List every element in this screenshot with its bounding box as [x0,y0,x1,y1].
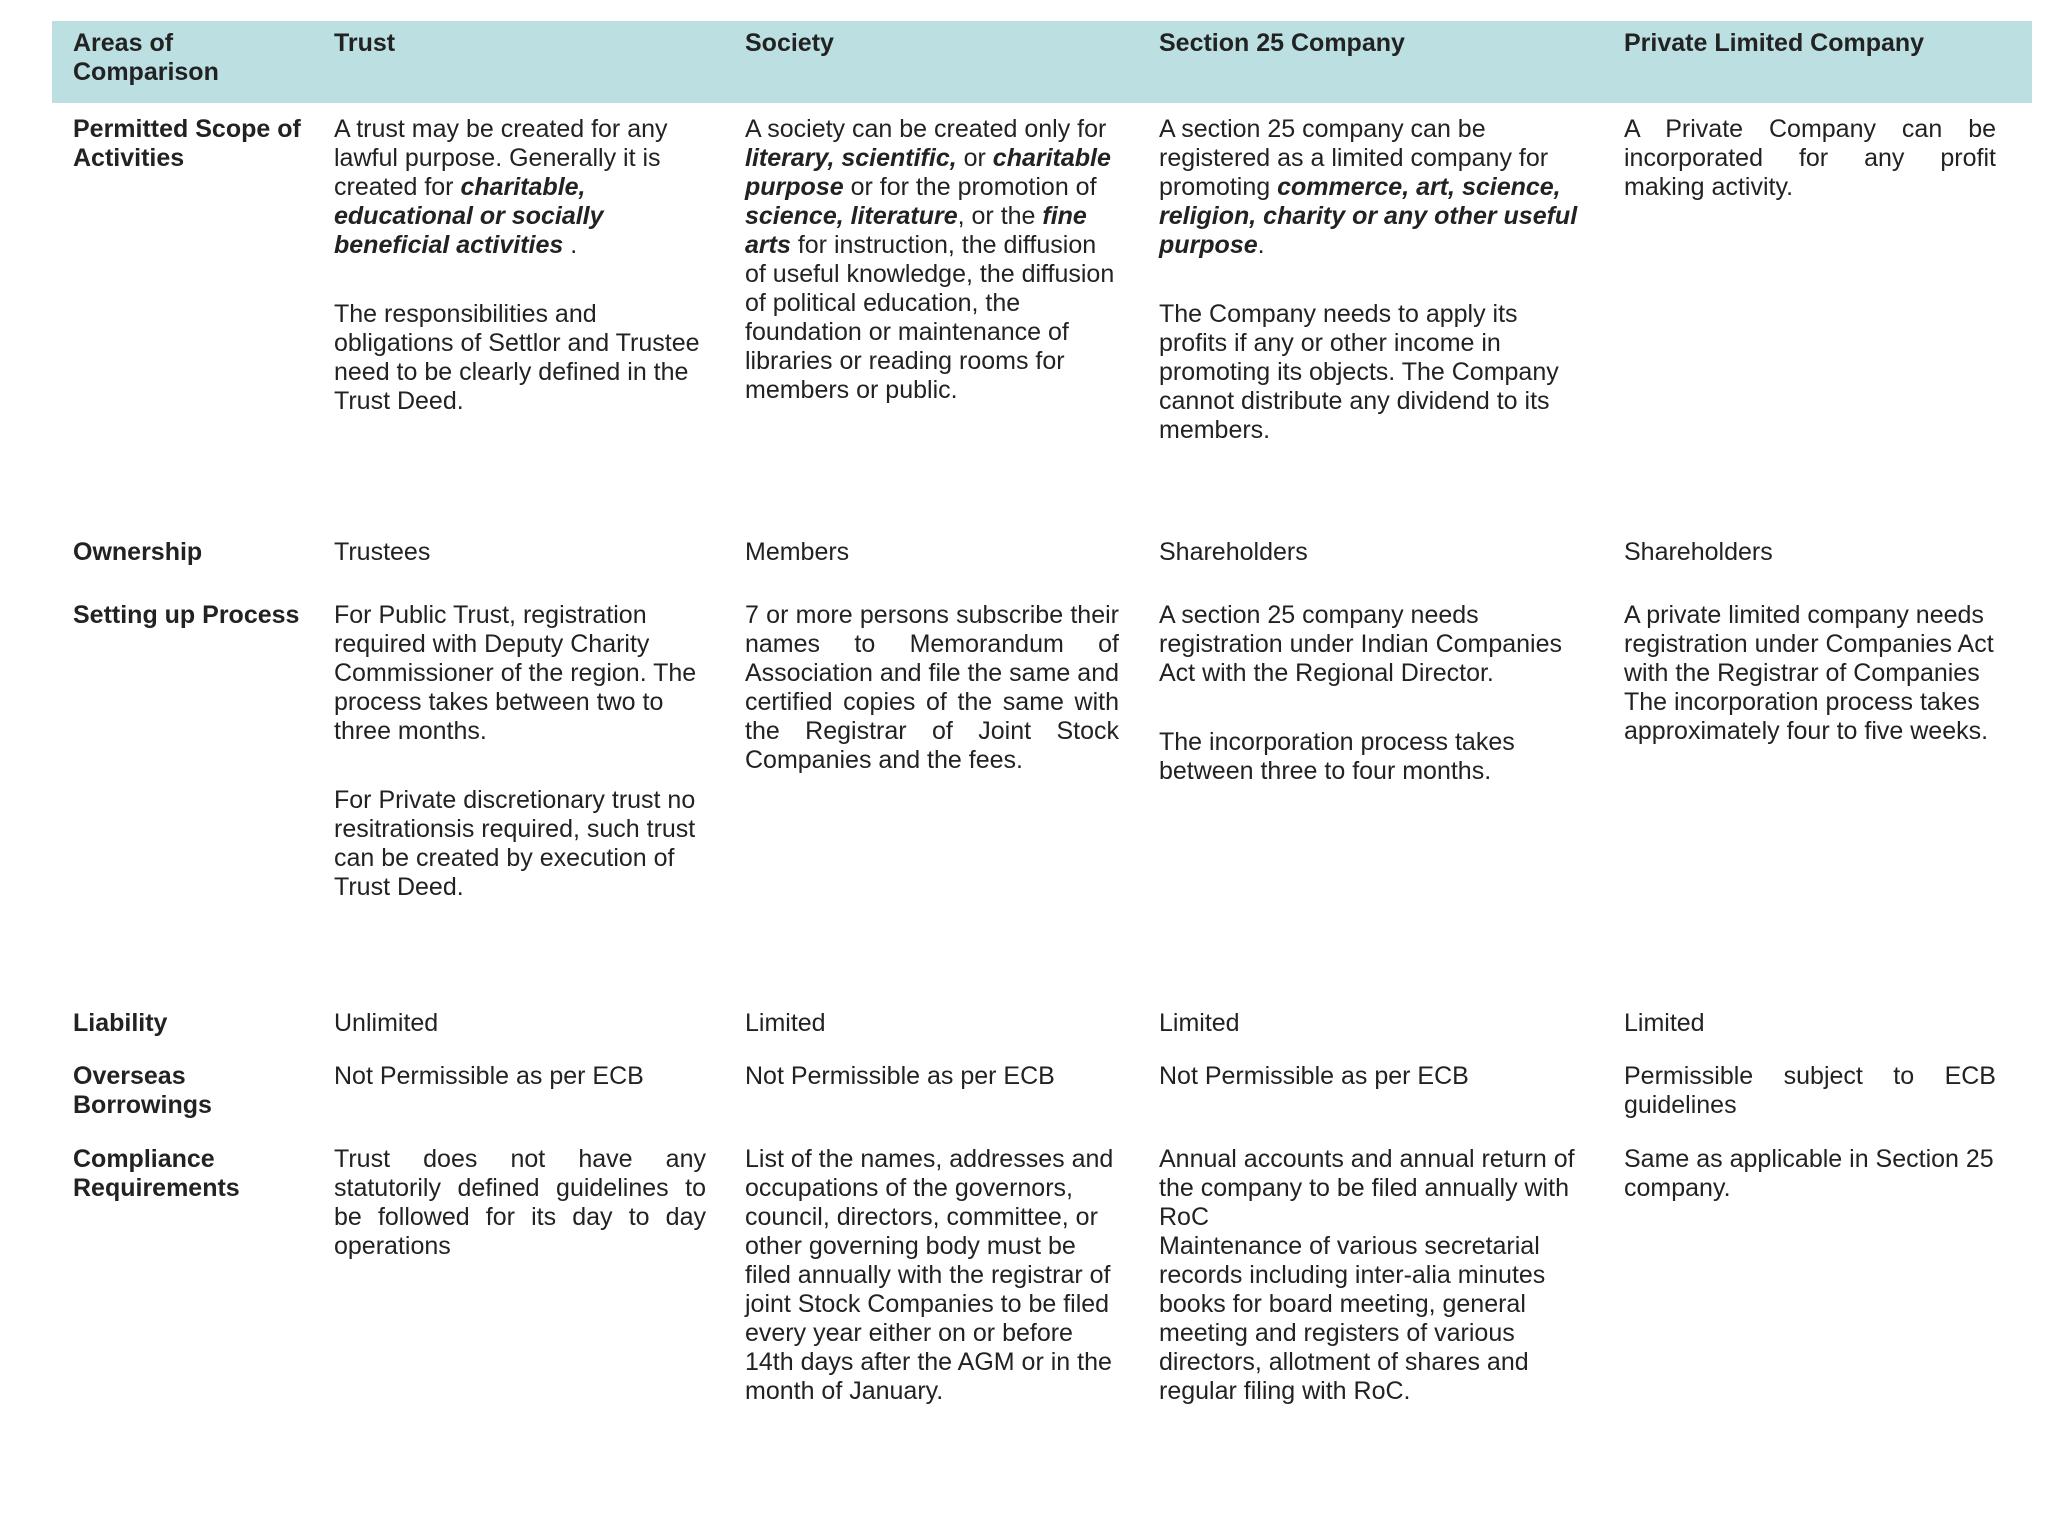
scope-society-text-i: for instruction, the diffusion of useful knowledge, the diffusion of political education, the foundation or maintenance of libraries or reading rooms for members or public. [745,231,1115,404]
scope-society-text-c: or [956,144,993,172]
cell-liability-private: Limited [1624,1009,1705,1037]
scope-society-text-a: A society can be created only for [745,115,1107,143]
cell-scope-private: A Private Company can be incorporated for any profit making activity. [1624,115,1996,201]
scope-trust-para-2: The responsibilities and obligations of Settlor and Trustee need to be clearly defined in the Trust Deed. [334,300,700,415]
cell-compliance-section25 [1159,1145,1584,1406]
compliance-section25-line-1: Annual accounts and annual return of the company to be filed annually with RoC [1159,1145,1575,1231]
cell-liability-section25: Limited [1159,1009,1240,1037]
cell-setup-private: A private limited company needs registration under Companies Act with the Registrar of Companies The incorporation process takes approximately four to five weeks. [1624,601,1994,745]
row-label-setting-up-process: Setting up Process [73,601,300,629]
cell-liability-society: Limited [745,1009,826,1037]
header-private-limited-company: Private Limited Company [1624,29,1925,57]
cell-ownership-private: Shareholders [1624,538,1773,566]
cell-scope-trust [334,115,706,416]
scope-society-para [745,115,1119,405]
header-areas-of-comparison: Areas of Comparison [73,29,219,86]
scope-section25-para-1 [1159,115,1584,260]
scope-society-emphasis-2: charitable purpose [745,144,1111,201]
cell-setup-society: 7 or more persons subscribe their names to Memorandum of Association and file the same and certified copies of the same with the Registrar of Joint Stock Companies and the fees. [745,601,1119,774]
cell-scope-section25 [1159,115,1584,445]
row-label-compliance-requirements: Compliance Requirements [73,1145,240,1202]
table-header [52,21,2032,103]
scope-society-text-g: , or the [957,202,1043,230]
cell-borrowings-trust: Not Permissible as per ECB [334,1062,644,1090]
scope-trust-para-1 [334,115,706,260]
cell-ownership-society: Members [745,538,850,566]
scope-trust-text-a: A trust may be created for any lawful purpose. Generally it is created for [334,115,668,201]
setup-trust-para-2: For Private discretionary trust no resitrationsis required, such trust can be created by execution of Trust Deed. [334,786,696,901]
compliance-section25-line-2: Maintenance of various secretarial records including inter-alia minutes books for board meeting, general meeting and registers of various directors, allotment of shares and regular filing with RoC. [1159,1232,1546,1405]
cell-compliance-private: Same as applicable in Section 25 company. [1624,1145,1994,1202]
cell-compliance-society: List of the names, addresses and occupations of the governors, council, directors, committee, or other governing body must be filed annually with the registrar of joint Stock Companies to be filed every year either on or before 14th days after the AGM or in the month of January. [745,1145,1114,1405]
scope-society-emphasis-4: fine arts [745,202,1087,259]
header-section-25-company: Section 25 Company [1159,29,1405,57]
row-label-liability: Liability [73,1009,168,1037]
cell-borrowings-section25: Not Permissible as per ECB [1159,1062,1469,1090]
scope-society-text-e: or for the promotion of [843,173,1097,201]
scope-section25-para-2: The Company needs to apply its profits if any or other income in promoting its objects. The Company cannot distribute any dividend to its members. [1159,300,1559,444]
header-trust: Trust [334,29,396,57]
row-label-permitted-scope: Permitted Scope of Activities [73,115,301,172]
cell-compliance-trust: Trust does not have any statutorily defined guidelines to be followed for its day to day operations [334,1145,706,1260]
scope-section25-text-c: . [1257,231,1265,259]
scope-trust-text-c: . [563,231,578,259]
setup-trust-para-1: For Public Trust, registration required with Deputy Charity Commissioner of the region. The process takes between two to three months. [334,601,697,745]
row-label-ownership: Ownership [73,538,203,566]
cell-borrowings-private: Permissible subject to ECB guidelines [1624,1062,1996,1119]
cell-setup-trust [334,601,706,902]
cell-borrowings-society: Not Permissible as per ECB [745,1062,1055,1090]
row-label-overseas-borrowings: Overseas Borrowings [73,1062,212,1119]
setup-section25-para-2: The incorporation process takes between three to four months. [1159,728,1515,785]
scope-trust-emphasis: charitable, educational or socially beneficial activities [334,173,604,259]
scope-section25-text-a: A section 25 company can be registered as a limited company for promoting [1159,115,1549,201]
scope-society-emphasis-1: literary, scientific, [745,144,957,172]
cell-ownership-section25: Shareholders [1159,538,1308,566]
cell-liability-trust: Unlimited [334,1009,439,1037]
header-society: Society [745,29,834,57]
setup-section25-para-1: A section 25 company needs registration under Indian Companies Act with the Regional Director. [1159,601,1563,687]
cell-setup-section25 [1159,601,1584,786]
scope-section25-emphasis: commerce, art, science, religion, charity or any other useful purpose [1159,173,1578,259]
cell-ownership-trust: Trustees [334,538,431,566]
cell-scope-society [745,115,1119,405]
scope-society-emphasis-3: science, literature [745,202,958,230]
